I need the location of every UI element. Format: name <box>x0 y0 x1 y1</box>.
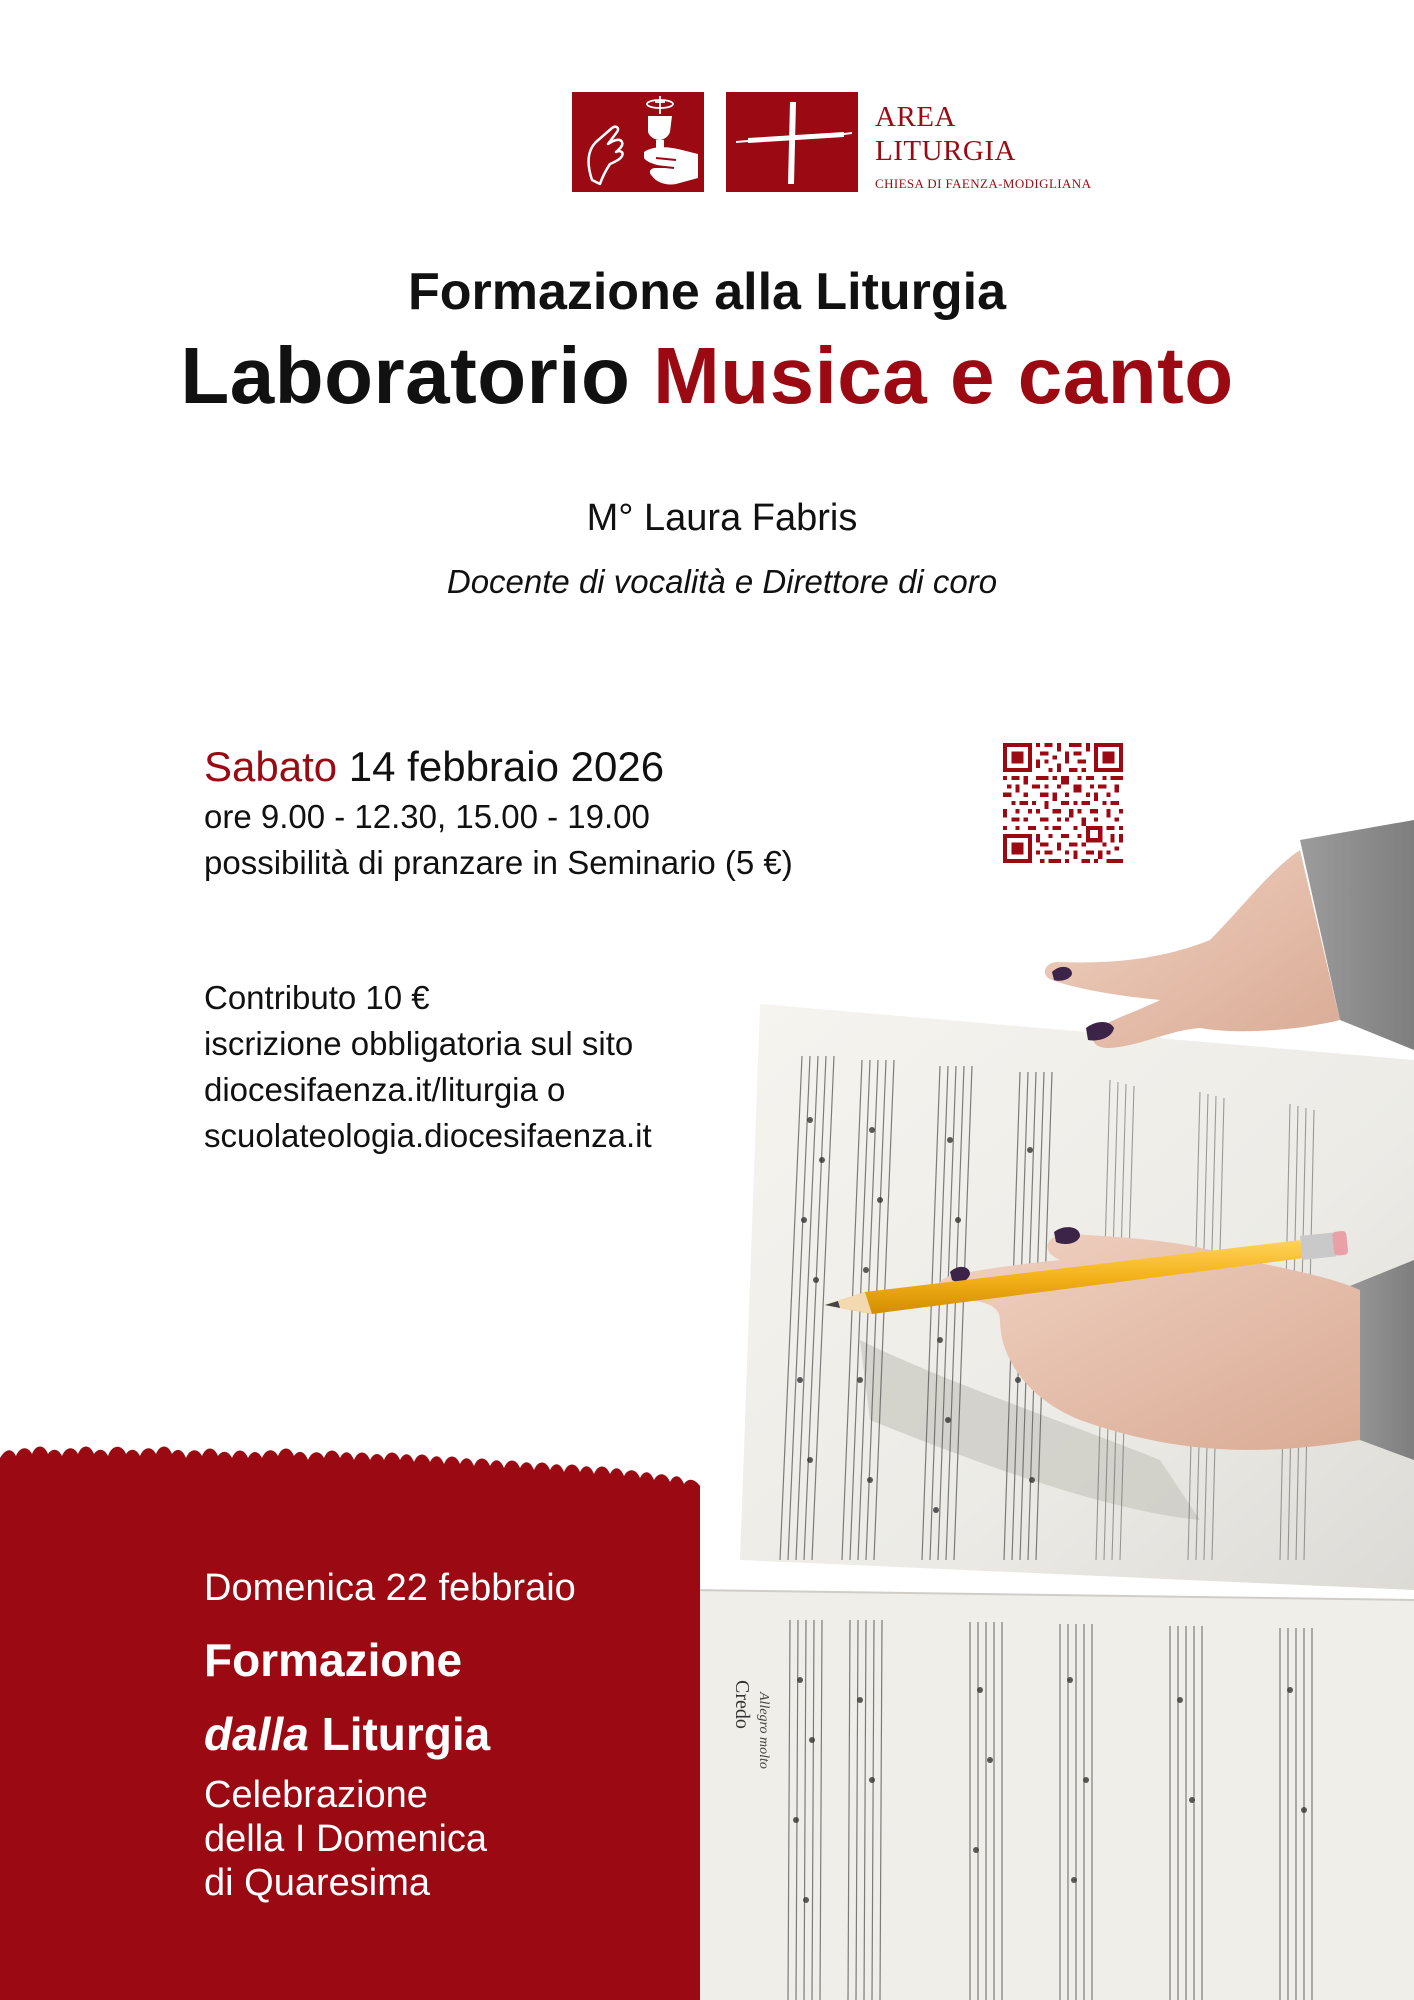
registration-site-1[interactable]: diocesifaenza.it/liturgia o <box>204 1071 566 1108</box>
sunday-title-line2 <box>204 1697 576 1771</box>
score-title-credo: Credo <box>731 1680 753 1729</box>
sunday-desc-3: di Quaresima <box>204 1862 430 1904</box>
registration-details <box>204 975 652 1159</box>
cross-icon <box>726 92 858 192</box>
hands-chalice-icon <box>572 92 704 192</box>
sunday-date: Domenica 22 febbraio <box>204 1567 576 1609</box>
registration-site-2[interactable]: scuolateologia.diocesifaenza.it <box>204 1117 652 1154</box>
score-tempo-marking: Allegro molto <box>756 1692 771 1769</box>
logo-line-diocese: CHIESA DI FAENZA-MODIGLIANA <box>875 176 1092 191</box>
event-date: 14 febbraio 2026 <box>348 743 665 790</box>
event-day: Sabato <box>204 743 338 790</box>
sheet-music-photo <box>640 820 1414 2000</box>
page-subtitle: Formazione alla Liturgia <box>407 263 1007 321</box>
sunday-desc-2: della I Domenica <box>204 1818 488 1860</box>
event-hours: ore 9.00 - 12.30, 15.00 - 19.00 <box>204 798 650 835</box>
area-liturgia-logo <box>572 90 1112 192</box>
sunday-desc-1: Celebrazione <box>204 1774 428 1816</box>
sunday-title-line1: Formazione <box>204 1634 463 1686</box>
sunday-title-rest: Liturgia <box>321 1708 491 1760</box>
event-lunch: possibilità di pranzare in Seminario (5 €) <box>204 844 793 881</box>
title-main: Laboratorio <box>180 331 631 420</box>
title-accent: Musica e canto <box>653 331 1234 420</box>
registration-fee: Contributo 10 € <box>204 979 430 1016</box>
event-date-line <box>204 740 793 794</box>
sunday-title-italic: dalla <box>204 1708 309 1760</box>
sunday-event <box>204 1563 576 1905</box>
teacher-name: M° Laura Fabris <box>586 497 858 539</box>
logo-line-area: AREA <box>875 101 956 133</box>
logo-line-liturgia: LITURGIA <box>875 135 1016 167</box>
logo-wordmark <box>875 100 1091 194</box>
teacher-role: Docente di vocalità e Direttore di coro <box>446 563 998 600</box>
page-title <box>0 330 1414 422</box>
registration-note: iscrizione obbligatoria sul sito <box>204 1025 634 1062</box>
